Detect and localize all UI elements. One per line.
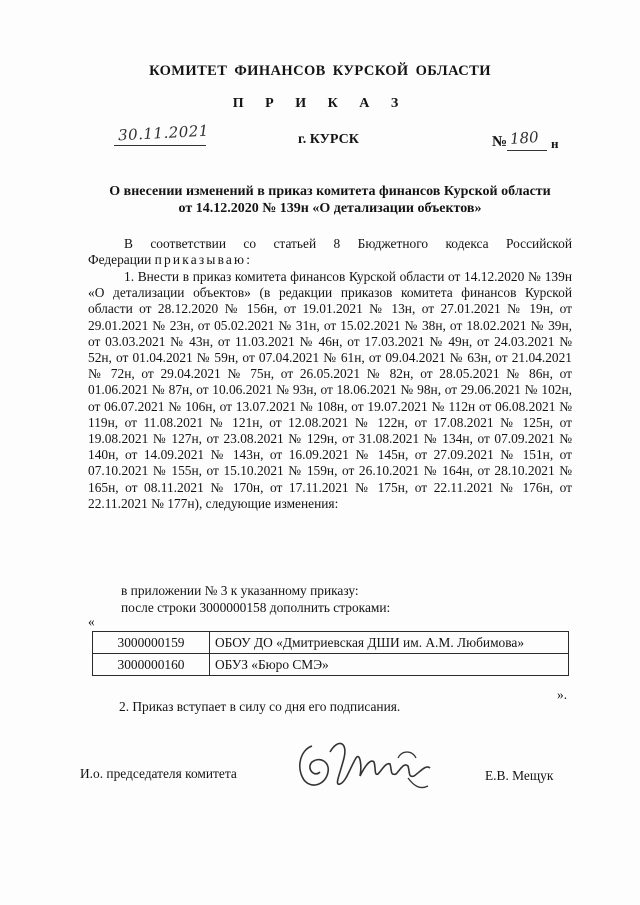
intro-paragraph: [88, 236, 572, 268]
city: г. КУРСК: [298, 132, 359, 147]
table-row: [93, 632, 569, 654]
item-1: [88, 269, 572, 512]
handwritten-number: 180: [509, 128, 540, 148]
handwritten-date: 30.11.2021: [117, 121, 210, 145]
name-cell: ОБУЗ «Бюро СМЭ»: [210, 654, 569, 676]
subject-line-2: от 14.12.2020 № 139н «О детализации объектов»: [178, 201, 482, 216]
subitem-appendix: в приложении № 3 к указанному приказу:: [121, 583, 359, 598]
name-cell: ОБОУ ДО «Дмитриевская ДШИ им. А.М. Любимова»: [210, 632, 569, 654]
document-type: П Р И К А З: [232, 96, 408, 111]
codes-table: [92, 631, 569, 676]
subject-line-1: О внесении изменений в приказ комитета финансов Курской области: [109, 184, 551, 199]
signatory-role: И.о. председателя комитета: [80, 766, 237, 781]
date-underline: [114, 145, 206, 146]
intro-prefix: Федерации: [88, 252, 152, 268]
number-sign: №: [492, 134, 508, 150]
code-cell: 3000000160: [93, 654, 210, 676]
subitem-after-row: после строки 3000000158 дополнить строками:: [121, 600, 391, 615]
organization-title: КОМИТЕТ ФИНАНСОВ КУРСКОЙ ОБЛАСТИ: [149, 63, 491, 79]
number-underline: [507, 150, 547, 151]
item-1-text: 1. Внести в приказ комитета финансов Курской области от 14.12.2020 № 139н «О детализации объектов» (в редакции приказов комитета финансов Курской области от 28.12.2020 № 156н, от 19.01.2021 № 13н, от 27.01.2021 № 19н, от 29.01.2021 № 23н, от 05.02.2021 № 31н, от 15.02.2021 № 38н, от 18.02.2021 № 39н, от 03.03.2021 № 43н, от 11.03.2021 № 46н, от 17.03.2021 № 49н, от 24.03.2021 № 52н, от 01.04.2021 № 59н, от 07.04.2021 № 61н, от 09.04.2021 № 63н, от 21.04.2021 № 72н, от 29.04.2021 № 75н, от 26.05.2021 № 82н, от 28.05.2021 № 86н, от 01.06.2021 № 87н, от 10.06.2021 № 93н, от 18.06.2021 № 98н, от 29.06.2021 № 102н, от 06.07.2021 № 106н, от 13.07.2021 № 108н, от 19.07.2021 № 112н от 06.08.2021 № 119н, от 11.08.2021 № 121н, от 12.08.2021 № 122н, от 17.08.2021 № 125н, от 19.08.2021 № 127н, от 23.08.2021 № 129н, от 31.08.2021 № 134н, от 07.09.2021 № 140н, от 14.09.2021 № 143н, от 16.09.2021 № 145н, от 27.09.2021 № 151н, от 07.10.2021 № 155н, от 15.10.2021 № 159н, от 26.10.2021 № 164н, от 28.10.2021 № 165н, от 08.11.2021 № 170н, от 17.11.2021 № 175н, от 22.11.2021 № 176н, от 22.11.2021 № 177н), следующие изменения:: [88, 269, 572, 511]
code-cell: 3000000159: [93, 632, 210, 654]
quote-open: «: [88, 614, 95, 629]
order-word: приказываю:: [154, 252, 253, 268]
signatory-name: Е.В. Мещук: [485, 768, 554, 783]
number-suffix: н: [551, 136, 559, 151]
quote-close: ».: [557, 687, 568, 702]
handwritten-signature: [290, 728, 440, 798]
intro-line-2: [88, 252, 572, 268]
intro-line-1: В соответствии со статьей 8 Бюджетного кодекса Российской: [124, 236, 572, 251]
item-2: 2. Приказ вступает в силу со дня его подписания.: [119, 699, 401, 714]
subject-heading: [80, 183, 580, 217]
table-row: [93, 654, 569, 676]
